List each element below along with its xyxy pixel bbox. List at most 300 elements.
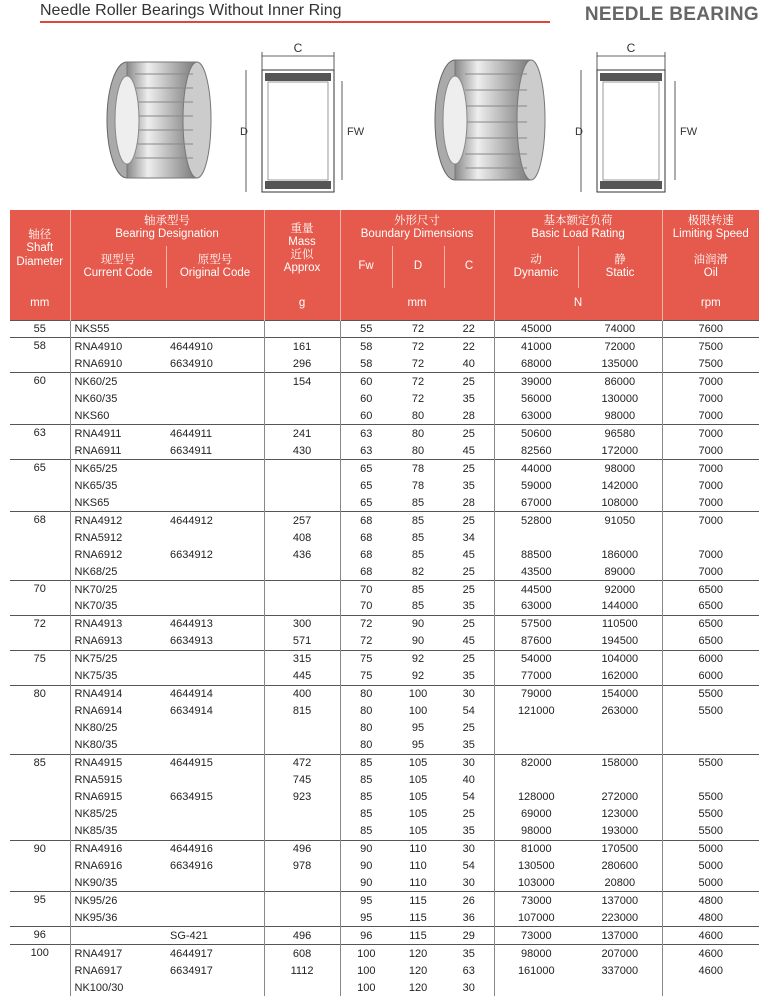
fw-cell: 65	[340, 477, 392, 494]
c-cell: 63	[462, 964, 475, 977]
static-load-cell: 130000	[601, 392, 639, 405]
dynamic-load-cell: 79000	[494, 685, 578, 702]
table-row	[10, 858, 759, 875]
current-code-cell: NK68/25	[70, 563, 166, 580]
static-load-cell: 135000	[601, 357, 639, 370]
original-code-cell: 6634910	[170, 357, 213, 370]
shaft-diameter-cell: 68	[10, 512, 70, 581]
c-cell: 25	[444, 373, 494, 390]
original-code-cell	[166, 581, 264, 598]
mass-cell: 571	[264, 633, 340, 650]
d-cell: 105	[408, 825, 428, 838]
speed-cell: 4800	[662, 909, 759, 926]
mass-cell	[264, 563, 340, 580]
static-load-cell: 142000	[601, 479, 639, 492]
static-load-cell: 186000	[601, 548, 639, 561]
speed-cell	[662, 529, 759, 546]
table-row	[10, 806, 759, 823]
d-cell: 90	[411, 635, 425, 648]
bearing-photo-2	[425, 38, 550, 198]
table-row	[10, 390, 759, 407]
c-cell: 30	[462, 876, 475, 889]
speed-cell: 6000	[662, 650, 759, 667]
fw-cell: 65	[340, 460, 392, 477]
table-row	[10, 927, 759, 945]
current-code-header: 现型号 Current Code	[70, 246, 166, 288]
original-code-cell: 4644914	[166, 685, 264, 702]
mass-cell: 978	[264, 858, 340, 875]
speed-cell: 6500	[662, 615, 759, 632]
static-load-cell: 98000	[578, 460, 662, 477]
shaft-diameter-cell: 100	[10, 945, 70, 996]
original-code-cell	[166, 477, 264, 494]
table-row	[10, 737, 759, 754]
table-row	[10, 754, 759, 771]
fw-cell: 96	[340, 927, 392, 945]
shaft-diameter-cell: 72	[10, 615, 70, 650]
c-cell: 36	[462, 911, 475, 924]
c-cell: 30	[462, 981, 475, 994]
mass-cell: 400	[264, 685, 340, 702]
d-cell: 80	[392, 425, 444, 442]
original-code-cell	[166, 494, 264, 511]
fw-cell: 80	[340, 720, 392, 737]
mass-cell: 241	[264, 425, 340, 442]
current-code-cell: RNA6912	[70, 546, 166, 563]
static-load-cell: 263000	[601, 705, 639, 718]
d-cell: 72	[392, 320, 444, 338]
fw-cell: 60	[340, 407, 392, 424]
current-code-cell: NKS65	[70, 494, 166, 511]
speed-unit: rpm	[662, 288, 759, 320]
c-cell: 25	[462, 808, 475, 821]
static-load-cell: 110500	[578, 615, 662, 632]
fw-cell: 72	[340, 615, 392, 632]
c-cell: 25	[462, 565, 475, 578]
current-code-cell: RNA6911	[70, 442, 166, 459]
mass-cell: 436	[264, 546, 340, 563]
d-cell: 110	[409, 876, 427, 889]
speed-cell: 5500	[662, 806, 759, 823]
original-code-cell	[166, 460, 264, 477]
shaft-unit: mm	[10, 288, 70, 320]
shaft-diameter-cell: 90	[10, 840, 70, 892]
current-code-cell: NKS60	[70, 407, 166, 424]
table-row	[10, 338, 759, 355]
current-code-cell: RNA6913	[70, 633, 166, 650]
fw-cell: 75	[340, 650, 392, 667]
d-cell: 85	[411, 496, 425, 509]
dynamic-load-cell	[494, 737, 578, 754]
dynamic-load-cell: 59000	[494, 477, 578, 494]
table-row	[10, 668, 759, 685]
fw-cell: 68	[340, 546, 392, 563]
mass-cell	[264, 720, 340, 737]
speed-cell: 7000	[662, 494, 759, 511]
d-cell: 72	[411, 392, 425, 405]
table-row	[10, 355, 759, 372]
speed-cell	[662, 772, 759, 789]
dynamic-load-cell: 44000	[494, 460, 578, 477]
fw-cell: 60	[340, 373, 392, 390]
speed-cell: 5500	[662, 703, 759, 720]
speed-cell: 4600	[662, 962, 759, 979]
c-cell: 35	[462, 825, 475, 838]
original-code-cell	[166, 529, 264, 546]
c-cell: 22	[444, 338, 494, 355]
original-code-cell	[166, 909, 264, 926]
speed-cell	[662, 737, 759, 754]
mass-cell: 257	[264, 512, 340, 529]
dynamic-load-cell: 161000	[494, 962, 578, 979]
d-cell: 78	[392, 460, 444, 477]
fw-cell: 80	[340, 685, 392, 702]
c-cell: 22	[444, 320, 494, 338]
dynamic-load-cell: 73000	[494, 927, 578, 945]
current-code-cell: RNA4913	[70, 615, 166, 632]
current-code-cell	[70, 927, 166, 945]
label-fw-2: FW	[680, 126, 698, 138]
dynamic-load-cell: 67000	[494, 494, 578, 511]
mass-cell: 296	[264, 355, 340, 372]
static-load-cell: 193000	[601, 825, 639, 838]
static-load-cell: 98000	[604, 409, 636, 422]
c-cell: 35	[462, 600, 475, 613]
dynamic-header: 动 Dynamic	[494, 246, 578, 288]
d-cell: 85	[392, 512, 444, 529]
shaft-diameter-cell: 96	[10, 927, 70, 945]
dynamic-load-cell: 63000	[494, 598, 578, 615]
dynamic-load-cell: 41000	[494, 338, 578, 355]
speed-cell: 7000	[662, 407, 759, 424]
table-row	[10, 945, 759, 962]
static-load-cell: 194500	[601, 635, 639, 648]
fw-cell: 100	[340, 979, 392, 996]
d-cell: 115	[409, 911, 427, 924]
d-cell: 105	[392, 754, 444, 771]
table-row	[10, 442, 759, 459]
current-code-cell: RNA4917	[70, 945, 166, 962]
static-load-cell: 108000	[601, 496, 639, 509]
shaft-diameter-cell: 65	[10, 460, 70, 512]
mass-cell: 315	[264, 650, 340, 667]
shaft-diameter-cell: 95	[10, 892, 70, 927]
table-row	[10, 320, 759, 338]
c-cell: 25	[444, 650, 494, 667]
shaft-diameter-cell: 80	[10, 685, 70, 754]
dynamic-load-cell: 103000	[494, 875, 578, 892]
table-row	[10, 720, 759, 737]
speed-cell: 7000	[662, 390, 759, 407]
dynamic-load-cell: 107000	[494, 909, 578, 926]
dynamic-load-cell: 98000	[494, 945, 578, 962]
fw-cell: 63	[340, 425, 392, 442]
original-code-cell	[166, 390, 264, 407]
speed-cell: 5000	[662, 858, 759, 875]
fw-cell: 60	[340, 390, 392, 407]
c-cell: 30	[444, 754, 494, 771]
fw-cell: 90	[340, 875, 392, 892]
fw-cell: 70	[340, 598, 392, 615]
d-cell: 85	[411, 531, 425, 544]
shaft-header: 轴径 Shaft Diameter	[10, 210, 70, 288]
fw-cell: 85	[340, 823, 392, 840]
current-code-cell: NK60/25	[70, 373, 166, 390]
speed-cell: 7600	[662, 320, 759, 338]
table-row	[10, 892, 759, 909]
dynamic-load-cell: 98000	[494, 823, 578, 840]
d-cell: 105	[408, 774, 428, 787]
c-cell: 29	[444, 927, 494, 945]
original-code-cell	[166, 737, 264, 754]
dynamic-load-cell: 54000	[494, 650, 578, 667]
d-cell: 72	[392, 338, 444, 355]
current-code-cell: NK90/35	[70, 875, 166, 892]
table-row	[10, 425, 759, 442]
static-load-cell: 137000	[578, 927, 662, 945]
current-code-cell: NK70/35	[70, 598, 166, 615]
dynamic-load-cell: 39000	[494, 373, 578, 390]
table-row	[10, 407, 759, 424]
speed-cell: 4600	[662, 927, 759, 945]
c-cell: 26	[444, 892, 494, 909]
mass-cell	[264, 320, 340, 338]
static-load-cell: 144000	[601, 600, 639, 613]
current-code-cell: NK70/25	[70, 581, 166, 598]
label-d-2: D	[575, 126, 583, 138]
dynamic-load-cell: 69000	[494, 806, 578, 823]
c-cell: 25	[462, 722, 475, 735]
fw-cell: 95	[340, 909, 392, 926]
c-cell: 45	[462, 444, 475, 457]
table-row	[10, 909, 759, 926]
label-c-2: C	[626, 41, 636, 55]
dynamic-load-cell	[494, 772, 578, 789]
fw-header: Fw	[340, 246, 392, 288]
original-code-cell: 4644910	[166, 338, 264, 355]
c-cell: 30	[444, 685, 494, 702]
fw-cell: 85	[340, 772, 392, 789]
mass-cell: 923	[264, 789, 340, 806]
static-load-cell: 207000	[578, 945, 662, 962]
current-code-cell: RNA4915	[70, 754, 166, 771]
d-cell: 105	[408, 791, 428, 804]
fw-cell: 58	[340, 338, 392, 355]
original-code-cell	[166, 875, 264, 892]
bearing-section-2	[567, 38, 702, 208]
load-unit: N	[494, 288, 662, 320]
shaft-diameter-cell: 75	[10, 650, 70, 685]
mass-cell	[264, 581, 340, 598]
original-code-cell: 4644915	[166, 754, 264, 771]
original-code-cell: SG-421	[166, 927, 264, 945]
static-load-cell: 86000	[578, 373, 662, 390]
original-code-cell: 4644913	[166, 615, 264, 632]
fw-cell: 65	[340, 494, 392, 511]
original-code-cell: 4644912	[166, 512, 264, 529]
c-cell: 28	[462, 409, 475, 422]
speed-cell: 7500	[662, 338, 759, 355]
mass-cell: 408	[264, 529, 340, 546]
fw-cell: 90	[340, 858, 392, 875]
dynamic-load-cell: 82560	[494, 442, 578, 459]
speed-header: 极限转速 Limiting Speed	[662, 210, 759, 246]
fw-cell: 68	[340, 512, 392, 529]
bearing-photo-1	[95, 38, 215, 198]
mass-header: 重量 Mass 近似 Approx	[264, 210, 340, 288]
original-code-cell: 4644917	[166, 945, 264, 962]
current-code-cell: NK85/35	[70, 823, 166, 840]
d-cell: 120	[408, 964, 428, 977]
c-cell: 35	[444, 945, 494, 962]
mass-cell: 1112	[264, 962, 340, 979]
d-cell: 95	[411, 722, 425, 735]
d-cell: 85	[411, 548, 425, 561]
mass-cell: 815	[264, 703, 340, 720]
table-row	[10, 477, 759, 494]
static-load-cell: 72000	[578, 338, 662, 355]
c-cell: 54	[462, 791, 475, 804]
table-row	[10, 494, 759, 511]
dynamic-load-cell	[494, 720, 578, 737]
shaft-diameter-cell: 58	[10, 338, 70, 373]
d-cell: 92	[411, 670, 425, 683]
current-code-cell: NK65/35	[70, 477, 166, 494]
original-code-cell	[166, 650, 264, 667]
d-cell: 92	[392, 650, 444, 667]
speed-cell: 4800	[662, 892, 759, 909]
label-d: D	[240, 126, 248, 138]
current-code-cell: NKS55	[70, 320, 166, 338]
table-row	[10, 703, 759, 720]
current-code-cell: NK80/25	[70, 720, 166, 737]
fw-cell: 85	[340, 806, 392, 823]
c-cell: 35	[462, 670, 475, 683]
static-load-cell: 92000	[578, 581, 662, 598]
dynamic-load-cell: 52800	[494, 512, 578, 529]
original-code-cell	[166, 772, 264, 789]
table-row	[10, 460, 759, 477]
shaft-diameter-cell: 63	[10, 425, 70, 460]
table-row	[10, 512, 759, 529]
static-load-cell	[578, 737, 662, 754]
mass-cell	[264, 823, 340, 840]
dynamic-load-cell: 43500	[494, 563, 578, 580]
shaft-diameter-cell: 85	[10, 754, 70, 840]
mass-unit: g	[264, 288, 340, 320]
mass-cell	[264, 477, 340, 494]
table-row	[10, 772, 759, 789]
c-cell: 28	[462, 496, 475, 509]
shaft-diameter-cell: 70	[10, 581, 70, 616]
d-cell: 115	[392, 927, 444, 945]
c-cell: 25	[444, 615, 494, 632]
current-code-cell: NK75/35	[70, 668, 166, 685]
c-cell: 54	[462, 705, 475, 718]
mass-cell: 472	[264, 754, 340, 771]
table-body	[10, 320, 759, 996]
current-code-cell: RNA4912	[70, 512, 166, 529]
c-cell: 40	[462, 774, 475, 787]
designation-unit	[70, 288, 264, 320]
dynamic-load-cell	[494, 529, 578, 546]
dynamic-load-cell: 68000	[494, 355, 578, 372]
fw-cell: 100	[340, 962, 392, 979]
c-cell: 30	[444, 840, 494, 857]
mass-cell: 745	[264, 772, 340, 789]
current-code-cell: RNA4911	[70, 425, 166, 442]
mass-cell: 608	[264, 945, 340, 962]
current-code-cell: RNA6910	[70, 355, 166, 372]
original-code-cell: 6634914	[170, 705, 213, 718]
fw-cell: 68	[340, 563, 392, 580]
current-code-cell: RNA5915	[70, 772, 166, 789]
d-cell: 105	[408, 808, 428, 821]
original-code-cell	[166, 720, 264, 737]
dynamic-load-cell: 57500	[494, 615, 578, 632]
table-row	[10, 840, 759, 857]
table-row	[10, 546, 759, 563]
mass-cell: 154	[264, 373, 340, 390]
static-load-cell: 172000	[601, 444, 639, 457]
table-row	[10, 373, 759, 390]
static-load-cell: 337000	[601, 964, 639, 977]
original-code-cell	[166, 598, 264, 615]
mass-cell	[264, 494, 340, 511]
static-load-cell: 96580	[578, 425, 662, 442]
table-row	[10, 789, 759, 806]
original-code-cell: 6634912	[170, 548, 213, 561]
fw-cell: 85	[340, 754, 392, 771]
d-cell: 120	[392, 945, 444, 962]
speed-cell: 6500	[662, 633, 759, 650]
original-code-cell	[166, 806, 264, 823]
current-code-cell: NK75/25	[70, 650, 166, 667]
c-cell: 45	[462, 548, 475, 561]
current-code-cell: NK80/35	[70, 737, 166, 754]
static-load-cell: 74000	[578, 320, 662, 338]
shaft-diameter-cell: 55	[10, 320, 70, 338]
current-code-cell: RNA6914	[70, 703, 166, 720]
dims-header: 外形尺寸 Boundary Dimensions	[340, 210, 494, 246]
original-code-cell: 6634917	[170, 964, 213, 977]
speed-cell: 6500	[662, 581, 759, 598]
original-code-cell	[166, 373, 264, 390]
fw-cell: 80	[340, 703, 392, 720]
static-load-cell	[578, 529, 662, 546]
fw-cell: 80	[340, 737, 392, 754]
dynamic-load-cell: 88500	[494, 546, 578, 563]
designation-header: 轴承型号 Bearing Designation	[70, 210, 264, 246]
dynamic-load-cell: 87600	[494, 633, 578, 650]
speed-cell: 7000	[662, 477, 759, 494]
d-cell: 78	[411, 479, 425, 492]
current-code-cell: NK85/25	[70, 806, 166, 823]
d-cell: 100	[392, 685, 444, 702]
load-header: 基本额定负荷 Basic Load Rating	[494, 210, 662, 246]
fw-cell: 100	[340, 945, 392, 962]
table-row	[10, 598, 759, 615]
speed-cell: 7000	[662, 425, 759, 442]
mass-cell: 300	[264, 615, 340, 632]
static-load-cell: 280600	[601, 860, 639, 873]
speed-cell: 5500	[662, 823, 759, 840]
speed-cell: 6500	[662, 598, 759, 615]
current-code-cell: NK95/26	[70, 892, 166, 909]
d-cell: 110	[409, 860, 427, 873]
d-header: D	[392, 246, 444, 288]
dynamic-load-cell: 128000	[494, 789, 578, 806]
